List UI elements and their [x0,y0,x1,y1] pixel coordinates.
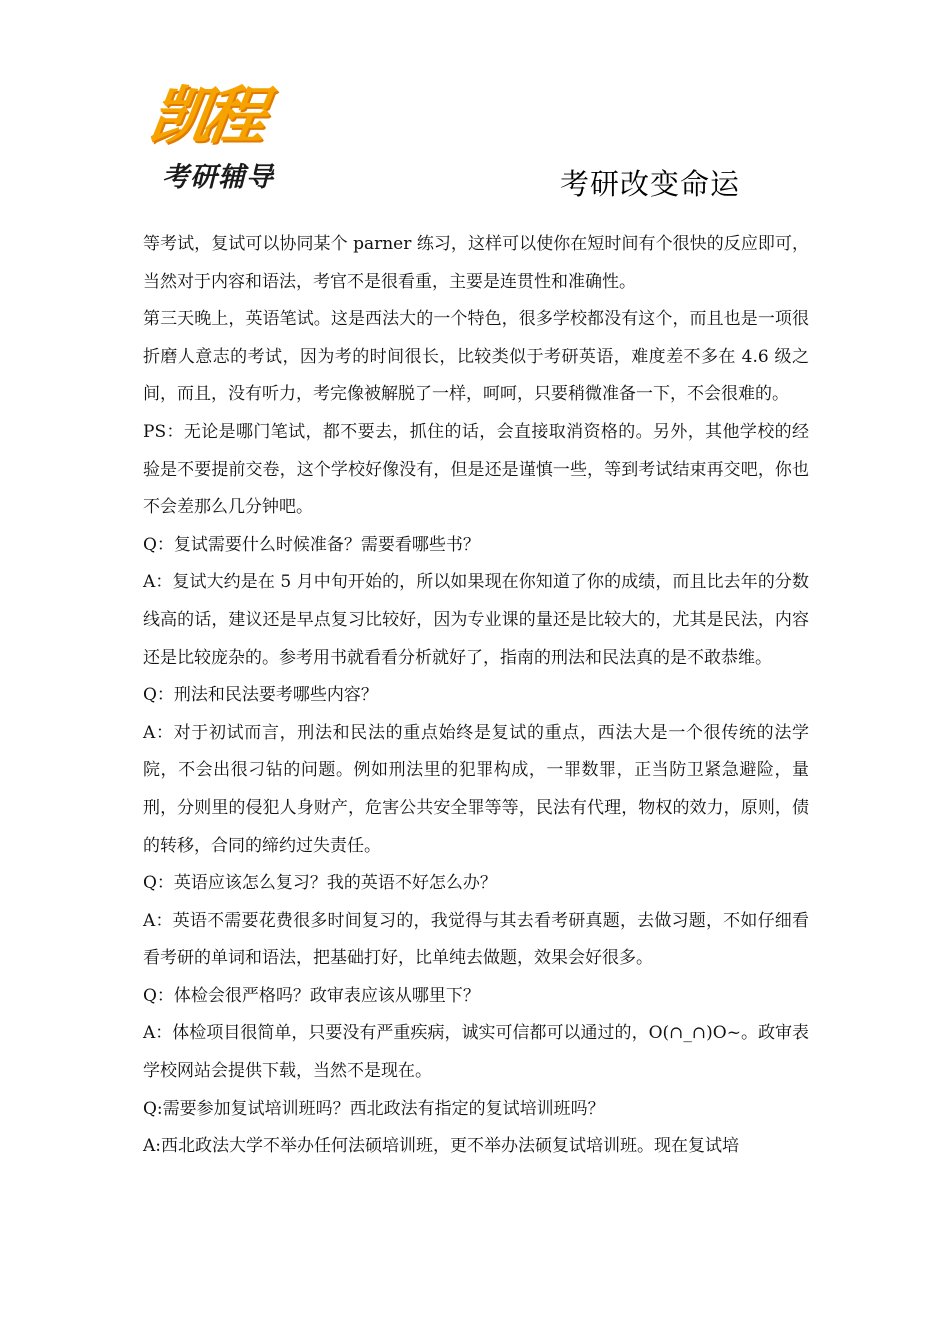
answer: A：英语不需要花费很多时间复习的，我觉得与其去看考研真题，去做习题，不如仔细看看考研的单词和语法，把基础打好，比单纯去做题，效果会好很多。 [143,910,809,969]
question: Q：复试需要什么时候准备？需要看哪些书？ [143,534,480,555]
logo-mark [144,78,302,158]
paragraph: PS：无论是哪门笔试，都不要去，抓住的话，会直接取消资格的。另外，其他学校的经验是不要提前交卷，这个学校好像没有，但是还是谨慎一些，等到考试结束再交吧，你也不会差那么几分钟吧。 [143,421,809,518]
answer: A:西北政法大学不举办任何法硕培训班，更不举办法硕复试培训班。现在复试培 [143,1136,740,1157]
question: Q：体检会很严格吗？政审表应该从哪里下？ [143,985,480,1006]
paragraph: 等考试，复试可以协同某个 parner 练习，这样可以使你在短时间有个很快的反应即可，当然对于内容和语法，考官不是很看重，主要是连贯性和准确性。 [143,234,809,292]
answer: A：复试大约是在 5 月中旬开始的，所以如果现在你知道了你的成绩，而且比去年的分数线高的话，建议还是早点复习比较好，因为专业课的量还是比较大的，尤其是民法，内容还是比较庞杂的。参考用书就看看分析就好了，指南的刑法和民法真的是不敢恭维。 [143,572,809,668]
paragraph: 第三天晚上，英语笔试。这是西法大的一个特色，很多学校都没有这个，而且也是一项很折磨人意志的考试，因为考的时间很长，比较类似于考研英语，难度差不多在 4.6 级之间，而且，没有听力，考完像被解脱了一样，呵呵，只要稍微准备一下，不会很难的。 [143,309,809,405]
question: Q:需要参加复试培训班吗？西北政法有指定的复试培训班吗？ [143,1098,605,1119]
question: Q：刑法和民法要考哪些内容？ [143,685,378,706]
logo-subtitle: 考研辅导 [162,162,274,193]
slogan: 考研改变命运 [560,167,741,201]
answer: A：体检项目很简单，只要没有严重疾病，诚实可信都可以通过的，O(∩_∩)O~。政审表学校网站会提供下载，当然不是现在。 [143,1023,809,1082]
brand-logo [144,78,310,198]
logo-mark-text: 凯程 [144,79,264,152]
answer: A：对于初试而言，刑法和民法的重点始终是复试的重点，西法大是一个很传统的法学院，不会出很刁钻的问题。例如刑法里的犯罪构成，一罪数罪，正当防卫紧急避险，量刑，分则里的侵犯人身财产，危害公共安全罪等等，民法有代理，物权的效力，原则，债的转移，合同的缔约过失责任。 [143,722,809,856]
question: Q：英语应该怎么复习？我的英语不好怎么办？ [143,873,497,894]
document-body [143,226,809,1166]
